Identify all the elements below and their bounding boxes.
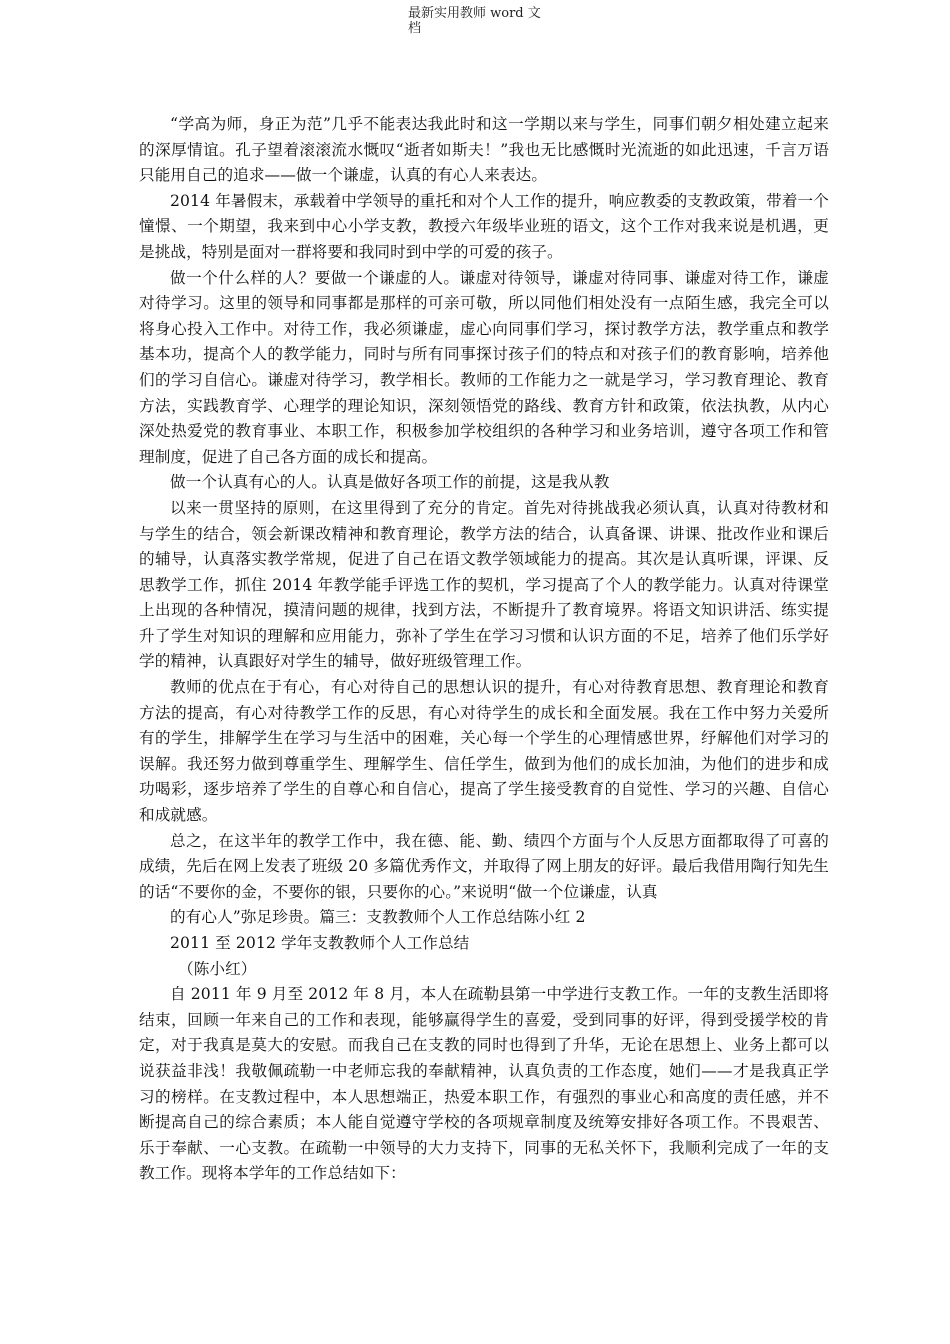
paragraph: 的有心人”弥足珍贵。篇三：支教教师个人工作总结陈小红 2: [170, 908, 586, 927]
paragraph: 以来一贯坚持的原则，在这里得到了充分的肯定。首先对待挑战我必须认真，认真对待教材和与学生的结合，领会新课改精神和教育理论，教学方法的结合，认真备课、讲课、批改作业和课后的辅导，认真落实教学常规，促进了自己在语文教学领域能力的提高。其次是认真听课，评课、反思教学工作，抓住 2014 年教学能手评选工作的契机，学习提高了个人的教学能力。认真对待课堂上出现的各种情况，摸清问题的规律，找到方法，不断提升了教育境界。将语文知识讲活、练实提升了学生对知识的理解和应用能力，弥补了学生在学习习惯和认识方面的不足，培养了他们乐学好学的精神，认真跟好对学生的辅导，做好班级管理工作。: [139, 498, 829, 671]
paragraph: 2014 年暑假末，承载着中学领导的重托和对个人工作的提升，响应教委的支教政策，带着一个憧憬、一个期望，我来到中心小学支教，教授六年级毕业班的语文，这个工作对我来说是机遇，更是挑战，特别是面对一群将要和我同时到中学的可爱的孩子。: [139, 191, 829, 261]
author-line: （陈小红）: [178, 959, 257, 978]
page-header: [408, 6, 558, 36]
paragraph: “学高为师，身正为范”几乎不能表达我此时和这一学期以来与学生，同事们朝夕相处建立起来的深厚情谊。孔子望着滚滚流水慨叹“逝者如斯夫！”我也无比感慨时光流逝的如此迅速，千言万语只能用自己的追求——做一个谦虚，认真的有心人来表达。: [139, 115, 829, 185]
paragraph: 总之，在这半年的教学工作中，我在德、能、勤、绩四个方面与个人反思方面都取得了可喜的成绩，先后在网上发表了班级 20 多篇优秀作文，并取得了网上朋友的好评。最后我借用陶行知先生的话“不要你的金，不要你的银，只要你的心。”来说明“做一个位谦虚，认真: [139, 831, 829, 901]
document-body: [139, 112, 829, 1187]
paragraph: 做一个认真有心的人。认真是做好各项工作的前提，这是我从教: [170, 473, 610, 492]
section-title: 2011 至 2012 学年支教教师个人工作总结: [170, 934, 470, 952]
paragraph: 自 2011 年 9 月至 2012 年 8 月，本人在疏勒县第一中学进行支教工作。一年的支教生活即将结束，回顾一年来自己的工作和表现，能够赢得学生的喜爱，受到同事的好评，得到受援学校的肯定，对于我真是莫大的安慰。而我自己在支教的同时也得到了升华，无论在思想上、业务上都可以说获益非浅！我敬佩疏勒一中老师忘我的奉献精神，认真负责的工作态度，她们——才是我真正学习的榜样。在支教过程中，本人思想端正，热爱本职工作，有强烈的事业心和高度的责任感，并不断提高自己的综合素质；本人能自觉遵守学校的各项规章制度及统筹安排好各项工作。不畏艰苦、乐于奉献、一心支教。在疏勒一中领导的大力支持下，同事的无私关怀下，我顺利完成了一年的支教工作。现将本学年的工作总结如下：: [139, 985, 829, 1183]
header-line-1: 最新实用教师 word 文: [408, 6, 541, 21]
paragraph: 教师的优点在于有心，有心对待自己的思想认识的提升，有心对待教育思想、教育理论和教育方法的提高，有心对待教学工作的反思，有心对待学生的成长和全面发展。我在工作中努力关爱所有的学生，排解学生在学习与生活中的困难，关心每一个学生的心理情感世界，纾解他们对学习的误解。我还努力做到尊重学生、理解学生、信任学生，做到为他们的成长加油，为他们的进步和成功喝彩，逐步培养了学生的自尊心和自信心，提高了学生接受教育的自觉性、学习的兴趣、自信心和成就感。: [139, 678, 829, 825]
header-line-2: 档: [408, 21, 422, 36]
paragraph: 做一个什么样的人？要做一个谦虚的人。谦虚对待领导，谦虚对待同事、谦虚对待工作，谦虚对待学习。这里的领导和同事都是那样的可亲可敬，所以同他们相处没有一点陌生感，我完全可以将身心投入工作中。对待工作，我必须谦虚，虚心向同事们学习，探讨教学方法，教学重点和教学基本功，提高个人的教学能力，同时与所有同事探讨孩子们的特点和对孩子们的教育影响，培养他们的学习自信心。谦虚对待学习，教学相长。教师的工作能力之一就是学习，学习教育理论、教育方法，实践教育学、心理学的理论知识，深刻领悟党的路线、教育方针和政策，依法执教，从内心深处热爱党的教育事业、本职工作，积极参加学校组织的各种学习和业务培训，遵守各项工作和管理制度，促进了自己各方面的成长和提高。: [139, 268, 829, 466]
